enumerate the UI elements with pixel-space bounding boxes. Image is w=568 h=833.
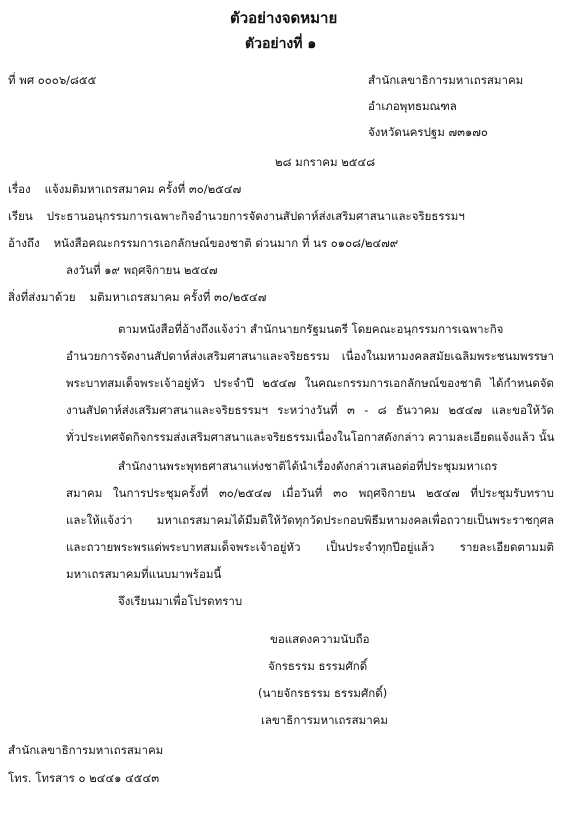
signature-full-name: (นายจักรธรรม ธรรมศักดิ์) [258, 686, 388, 700]
reference-text: หนังสือคณะกรรมการเอกลักษณ์ของชาติ ด่วนมาก ที่ นร ๐๑๐๘/๒๔๗๙ [53, 236, 399, 250]
paragraph-1-line-3: พระบาทสมเด็จพระเจ้าอยู่หัว ประจำปี ๒๕๔๗ ในคณะกรรมการเอกลักษณ์ของชาติ ได้กำหนดจัด [66, 376, 554, 390]
sender-province: จังหวัดนครปฐม ๗๓๑๗๐ [368, 125, 488, 139]
paragraph-2-line-1: สำนักงานพระพุทธศาสนาแห่งชาติได้นำเรื่องดังกล่าวเสนอต่อที่ประชุมมหาเถร [118, 459, 498, 473]
subject-text: แจ้งมติมหาเถรสมาคม ครั้งที่ ๓๐/๒๕๔๗ [44, 182, 242, 196]
paragraph-2-line-4: และถวายพระพรแด่พระบาทสมเด็จพระเจ้าอยู่หัว เป็นประจำทุกปีอยู่แล้ว รายละเอียดตามมติ [66, 540, 554, 554]
reference-date: ลงวันที่ ๑๙ พฤศจิกายน ๒๕๔๗ [66, 263, 218, 277]
document-title: ตัวอย่างจดหมาย [230, 9, 338, 27]
sender-district: อำเภอพุทธมณฑล [368, 99, 457, 113]
subject-line [8, 181, 241, 197]
footer-office: สำนักเลขาธิการมหาเถรสมาคม [8, 743, 164, 757]
footer-phone: โทร. โทรสาร ๐ ๒๔๔๑ ๔๕๔๓ [8, 771, 160, 785]
enclosure-line [8, 289, 266, 305]
paragraph-2-line-3: และให้แจ้งว่า มหาเถรสมาคมได้มีมติให้วัดทุกวัดประกอบพิธีมหามงคลเพื่อถวายเป็นพระราชกุศล [66, 513, 554, 527]
subject-label: เรื่อง [8, 182, 31, 196]
reference-label: อ้างถึง [8, 236, 40, 250]
paragraph-2-line-5: มหาเถรสมาคมที่แนบมาพร้อมนี้ [66, 567, 222, 581]
reference-line [8, 235, 398, 251]
paragraph-1-line-2: อำนวยการจัดงานสัปดาห์ส่งเสริมศาสนาและจริยธรรม เนื่องในมหามงคลสมัยเฉลิมพระชนมพรรษา [66, 349, 554, 363]
salutation-text: ประธานอนุกรรมการเฉพาะกิจอำนวยการจัดงานสัปดาห์ส่งเสริมศาสนาและจริยธรรมฯ [46, 209, 465, 223]
paragraph-2-line-2: สมาคม ในการประชุมครั้งที่ ๓๐/๒๕๔๗ เมื่อวันที่ ๓๐ พฤศจิกายน ๒๕๔๗ ที่ประชุมรับทราบ [66, 486, 554, 500]
enclosure-label: สิ่งที่ส่งมาด้วย [8, 290, 76, 304]
signature-signed-name: จักรธรรม ธรรมศักดิ์ [268, 659, 368, 673]
salutation-label: เรียน [8, 209, 33, 223]
enclosure-text: มติมหาเถรสมาคม ครั้งที่ ๓๐/๒๕๔๗ [89, 290, 267, 304]
paragraph-1-line-4: งานสัปดาห์ส่งเสริมศาสนาและจริยธรรมฯ ระหว่างวันที่ ๓ - ๘ ธันวาคม ๒๕๔๗ และขอให้วัด [66, 403, 554, 417]
document-subtitle: ตัวอย่างที่ ๑ [245, 36, 317, 52]
sender-office: สำนักเลขาธิการมหาเถรสมาคม [368, 73, 524, 87]
closing-line: จึงเรียนมาเพื่อโปรดทราบ [118, 594, 243, 608]
paragraph-1-line-1: ตามหนังสือที่อ้างถึงแจ้งว่า สำนักนายกรัฐมนตรี โดยคณะอนุกรรมการเฉพาะกิจ [118, 322, 504, 336]
paragraph-1-line-5: ทั่วประเทศจัดกิจกรรมส่งเสริมศาสนาและจริยธรรมเนื่องในโอกาสดังกล่าว ความละเอียดแจ้งแล้ว นั้น [66, 430, 555, 444]
signature-position: เลขาธิการมหาเถรสมาคม [261, 713, 388, 727]
document-number: ที่ พศ ๐๐๐๖/๘๕๕ [8, 73, 97, 87]
letter-date: ๒๘ มกราคม ๒๕๔๘ [275, 155, 376, 169]
signature-regards: ขอแสดงความนับถือ [270, 632, 370, 646]
salutation-line [8, 208, 465, 224]
